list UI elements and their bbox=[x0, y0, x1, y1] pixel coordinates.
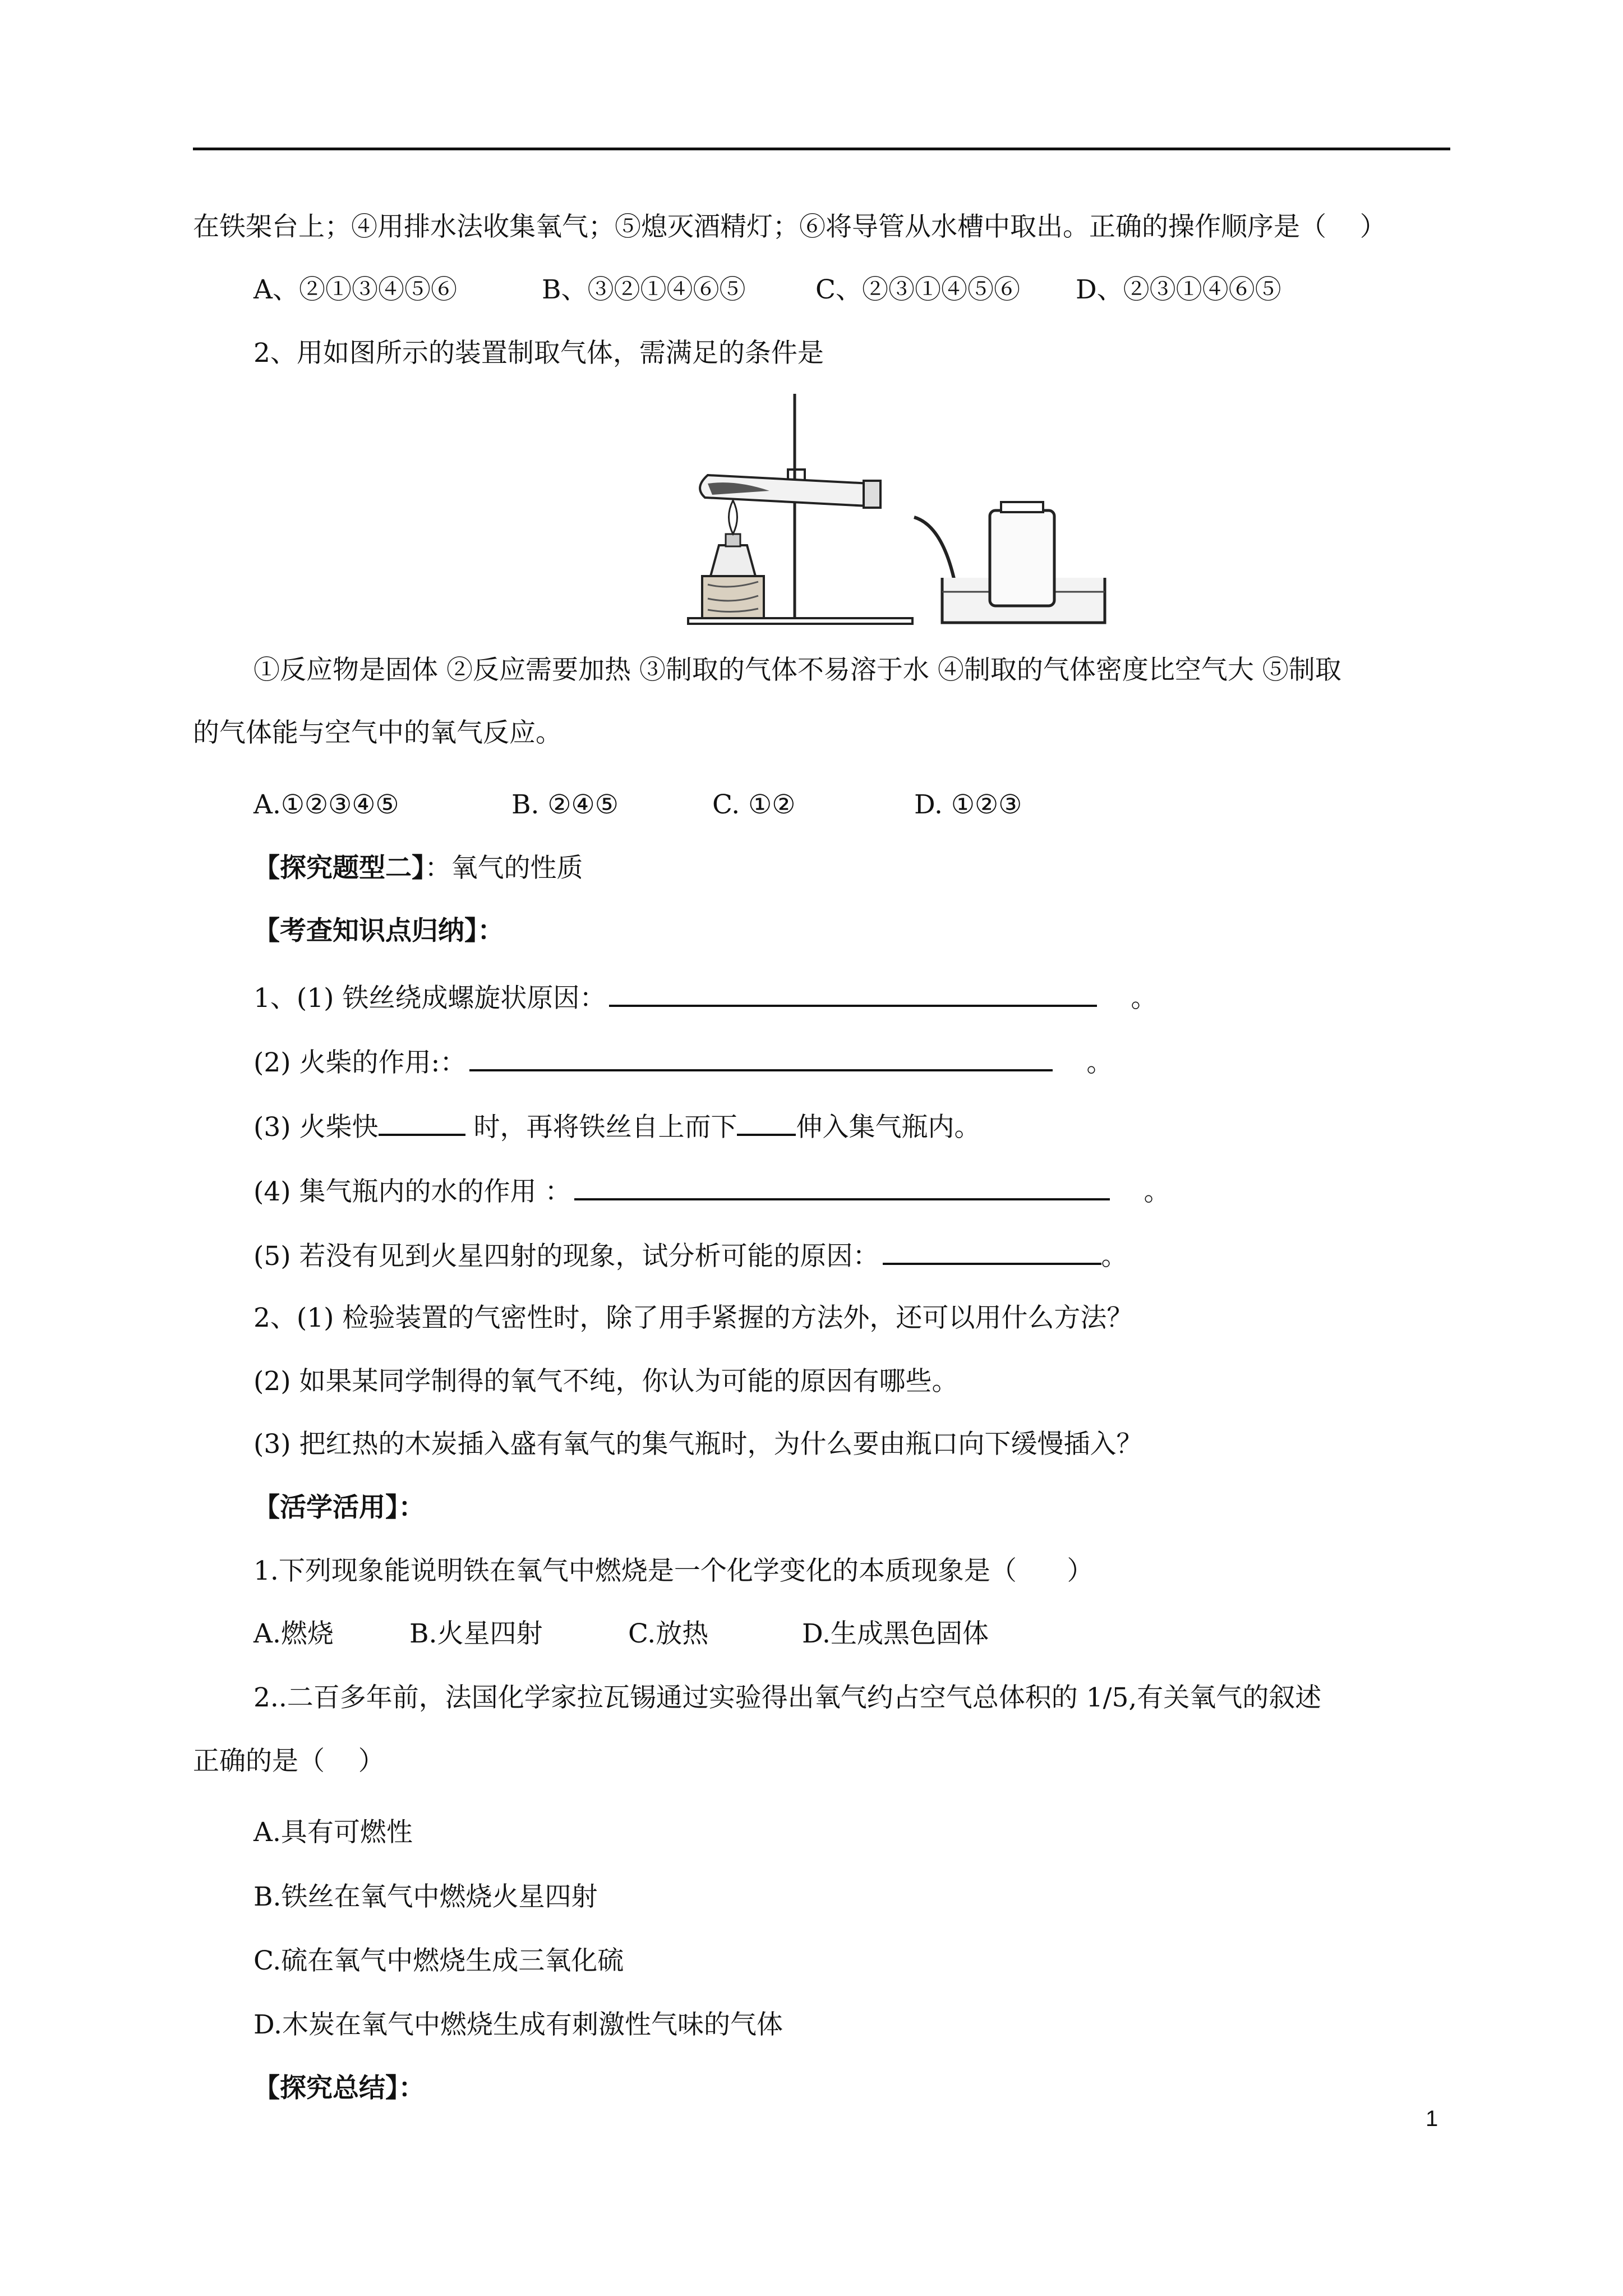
answer-blank bbox=[469, 1045, 1053, 1071]
q1-option-c: C、②③①④⑤⑥ bbox=[815, 274, 1020, 305]
q2-stem: 2、用如图所示的装置制取气体，需满足的条件是 bbox=[253, 338, 824, 369]
a2-option-c: C.硫在氧气中燃烧生成三氧化硫 bbox=[253, 1945, 624, 1976]
a1-stem: 1.下列现象能说明铁在氧气中燃烧是一个化学变化的本质现象是（ ） bbox=[253, 1556, 1094, 1586]
a2-line2: 正确的是（ ） bbox=[193, 1746, 385, 1777]
k1-1-line bbox=[253, 980, 1157, 1015]
answer-blank bbox=[574, 1174, 1110, 1200]
k1-4-text: (4) 集气瓶内的水的作用 ： bbox=[253, 1176, 571, 1207]
a2-option-d: D.木炭在氧气中燃烧生成有刺激性气味的气体 bbox=[253, 2009, 783, 2040]
k2-1-line: 2、(1) 检验装置的气密性时，除了用手紧握的方法外，还可以用什么方法？ bbox=[253, 1303, 1133, 1333]
k1-2-text: (2) 火柴的作用:： bbox=[253, 1047, 467, 1078]
q2-option-c: C. ①② bbox=[712, 789, 796, 820]
k1-4-line bbox=[253, 1174, 1170, 1209]
q2-option-b: B. ②④⑤ bbox=[511, 789, 619, 820]
k1-5-line bbox=[253, 1238, 1128, 1273]
q2-conditions-line2: 的气体能与空气中的氧气反应。 bbox=[193, 717, 562, 748]
k2-3-line: (3) 把红热的木炭插入盛有氧气的集气瓶时，为什么要由瓶口向下缓慢插入？ bbox=[253, 1429, 1143, 1460]
q1-option-b: B、③②①④⑥⑤ bbox=[542, 274, 746, 305]
q2-option-d: D. ①②③ bbox=[914, 789, 1022, 820]
a1-option-c: C.放热 bbox=[628, 1618, 709, 1649]
q2-option-a: A.①②③④⑤ bbox=[253, 789, 399, 820]
k1-3-text-b: 时，再将铁丝自上而下 bbox=[465, 1112, 737, 1143]
page-number: 1 bbox=[1426, 2106, 1438, 2131]
a1-option-d: D.生成黑色固体 bbox=[802, 1618, 989, 1649]
a1-option-b: B.火星四射 bbox=[409, 1618, 543, 1649]
a2-option-b: B.铁丝在氧气中燃烧火星四射 bbox=[253, 1881, 598, 1912]
k1-5-end: 。 bbox=[1101, 1241, 1128, 1272]
header-rule bbox=[193, 148, 1450, 150]
a1-option-a: A.燃烧 bbox=[253, 1618, 334, 1649]
question-intro-line: 在铁架台上；④用排水法收集氧气；⑤熄灭酒精灯；⑥将导管从水槽中取出。正确的操作顺序是（ ） bbox=[193, 211, 1386, 242]
k1-4-end: 。 bbox=[1144, 1176, 1170, 1207]
answer-blank bbox=[737, 1109, 796, 1136]
k1-3-text-c: 伸入集气瓶内。 bbox=[796, 1112, 981, 1143]
answer-blank bbox=[609, 980, 1097, 1007]
summary-heading: 【探究总结】： bbox=[253, 2073, 425, 2104]
k1-1-end: 。 bbox=[1131, 983, 1158, 1014]
q1-option-d: D、②③①④⑥⑤ bbox=[1076, 274, 1281, 305]
a2-line1: 2..二百多年前，法国化学家拉瓦锡通过实验得出氧气约占空气总体积的 1/5,有关氧气的叙述 bbox=[253, 1682, 1322, 1713]
k1-2-line bbox=[253, 1045, 1113, 1080]
section2-topic: ：氧气的性质 bbox=[425, 853, 583, 884]
k1-3-text-a: (3) 火柴快 bbox=[253, 1112, 379, 1143]
k1-3-line bbox=[253, 1109, 980, 1144]
k2-2-line: (2) 如果某同学制得的氧气不纯，你认为可能的原因有哪些。 bbox=[253, 1366, 958, 1397]
q1-option-a: A、②①③④⑤⑥ bbox=[253, 274, 457, 305]
k1-5-text: (5) 若没有见到火星四射的现象，试分析可能的原因： bbox=[253, 1241, 879, 1272]
a2-option-a: A.具有可燃性 bbox=[253, 1817, 413, 1848]
section2-heading: 【探究题型二】 bbox=[253, 853, 425, 884]
k1-2-end: 。 bbox=[1086, 1047, 1113, 1078]
section2-title bbox=[253, 852, 583, 885]
k1-1-text: 1、(1) 铁丝绕成螺旋状原因： bbox=[253, 983, 606, 1014]
q2-conditions-line1: ①反应物是固体 ②反应需要加热 ③制取的气体不易溶于水 ④制取的气体密度比空气大 ⑤制取 bbox=[253, 655, 1341, 685]
apply-heading: 【活学活用】： bbox=[253, 1492, 425, 1523]
answer-blank bbox=[883, 1238, 1101, 1265]
answer-blank bbox=[379, 1109, 465, 1136]
knowledge-heading: 【考查知识点归纳】： bbox=[253, 915, 504, 946]
water-trough-figure bbox=[875, 494, 1113, 627]
